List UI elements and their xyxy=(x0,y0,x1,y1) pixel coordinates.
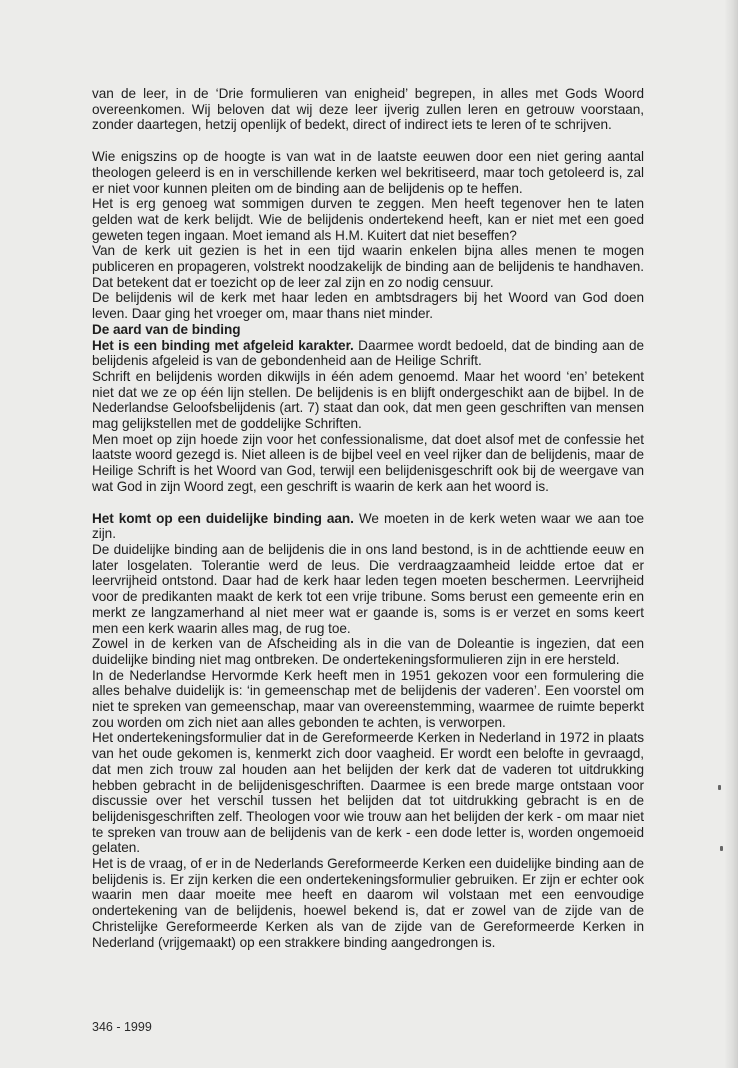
article-body xyxy=(92,86,644,950)
paragraph: Het is de vraag, of er in de Nederlands Gereformeerde Kerken een duidelijke binding aan de belijdenis is. Er zijn kerken die een ondertekeningsformulier gebruiken. Er zijn er echter ook waarin men daar moeite mee heeft en daarom wil volstaan met een eenvoudige ondertekening van de belijdenis, hoewel bekend is, dat er zowel van de zijde van de Christelijke Gereformeerde Kerken als van de zijde van de Gereformeerde Kerken in Nederland (vrijgemaakt) op een strakkere binding aangedrongen is. xyxy=(92,856,644,950)
paragraph xyxy=(92,511,644,542)
section2-lead-rest: We moeten in de kerk weten waar we aan toe zijn. xyxy=(92,510,644,542)
paragraph xyxy=(92,338,644,369)
paragraph: Wie enigszins op de hoogte is van wat in de laatste eeuwen door een niet gering aantal theologen geleerd is en in verschillende kerken wel bekritiseerd, maar toch getoleerd is, zal er niet voor kunnen pleiten om de binding aan de belijdenis op te heffen. xyxy=(92,149,644,196)
paragraph: van de leer, in de ‘Drie formulieren van enigheid’ begrepen, in alles met Gods Woord overeenkomen. Wij beloven dat wij deze leer ijverig zullen leren en getrouw voorstaan, zonder daartegen, hetzij openlijk of bedekt, direct of indirect iets te leren of te schrijven. xyxy=(92,86,644,133)
scan-speck xyxy=(720,846,723,851)
page-number: 346 - 1999 xyxy=(92,1020,152,1034)
section1-lead: Het is een binding met afgeleid karakter. xyxy=(92,337,354,353)
paragraph: Het is erg genoeg wat sommigen durven te zeggen. Men heeft tegenover hen te laten gelden wat de kerk belijdt. Wie de belijdenis ondertekend heeft, kan er niet met een goed geweten tegen ingaan. Moet iemand als H.M. Kuitert dat niet beseffen? xyxy=(92,196,644,243)
section2-lead: Het komt op een duidelijke binding aan. xyxy=(92,510,354,526)
paragraph: De belijdenis wil de kerk met haar leden en ambtsdragers bij het Woord van God doen leven. Daar ging het vroeger om, maar thans niet minder. xyxy=(92,290,644,322)
paragraph: Zowel in de kerken van de Afscheiding als in die van de Doleantie is ingezien, dat een duidelijke binding niet mag ontbreken. De ondertekeningsformulieren zijn in ere hersteld. xyxy=(92,636,644,667)
section-heading: De aard van de binding xyxy=(92,321,241,337)
paragraph: Men moet op zijn hoede zijn voor het confessionalisme, dat doet alsof met de confessie het laatste woord gezegd is. Niet alleen is de bijbel veel en veel rijker dan de belijdenis, maar de Heilige Schrift is het Woord van God, terwijl een belijdenisgeschrift ook bij de weergave van wat God in zijn Woord zegt, een geschrift is waarin de kerk aan het woord is. xyxy=(92,431,644,494)
paragraph: Schrift en belijdenis worden dikwijls in één adem genoemd. Maar het woord ‘en’ betekent niet dat we ze op één lijn stellen. De belijdenis is en blijft ondergeschikt aan de bijbel. In de Nederlandse Geloofsbelijdenis (art. 7) staat dan ook, dat men geen geschriften van mensen mag gelijkstellen met de goddelijke Schriften. xyxy=(92,368,644,432)
paragraph: De duidelijke binding aan de belijdenis die in ons land bestond, is in de achttiende eeuw en later losgelaten. Tolerantie werd de leus. Die verdraagzaamheid leidde ertoe dat er leervrijheid ontstond. Daar had de kerk haar leden tegen moeten beschermen. Leervrijheid voor de predikanten maakt de kerk tot een vrije tribune. Soms berust een gemeente erin en merkt ze langzamerhand al niet meer wat er gaande is, soms is er verzet en soms keert men een kerk waarin alles mag, de rug toe. xyxy=(92,541,644,636)
scan-speck xyxy=(718,785,721,790)
section1-lead-rest: Daarmee wordt bedoeld, dat de binding aan de belijdenis afgeleid is van de gebondenheid aan de Heilige Schrift. xyxy=(92,337,645,369)
paragraph: In de Nederlandse Hervormde Kerk heeft men in 1951 gekozen voor een formulering die alles behalve duidelijk is: ‘in gemeenschap met de belijdenis der vaderen’. Een voorstel om niet te spreken van gemeenschap, maar van overeenstemming, waarmee de ruimte beperkt zou worden om zich niet aan alles gebonden te achten, is verworpen. xyxy=(92,667,644,730)
paragraph: Van de kerk uit gezien is het in een tijd waarin enkelen bijna alles menen te mogen publiceren en propageren, volstrekt noodzakelijk de binding aan de belijdenis te handhaven. Dat betekent dat er toezicht op de leer zal zijn en zo nodig censuur. xyxy=(92,243,644,290)
paragraph: Het ondertekeningsformulier dat in de Gereformeerde Kerken in Nederland in 1972 in plaats van het oude gekomen is, kenmerkt zich door vaagheid. Er wordt een belofte in gevraagd, dat men zich trouw zal houden aan het belijden der kerk dat de vaderen tot uitdrukking hebben gebracht in de belijdenisgeschriften. Daarmee is een brede marge ontstaan voor discussie over het verschil tussen het belijden dat tot uitdrukking gebracht is en de belijdenisgeschriften zelf. Theologen voor wie trouw aan het belijden der kerk - om maar niet te spreken van trouw aan de belijdenis van de kerk - een dode letter is, worden ongemoeid gelaten. xyxy=(92,730,644,856)
page-edge-shadow xyxy=(724,0,738,1068)
